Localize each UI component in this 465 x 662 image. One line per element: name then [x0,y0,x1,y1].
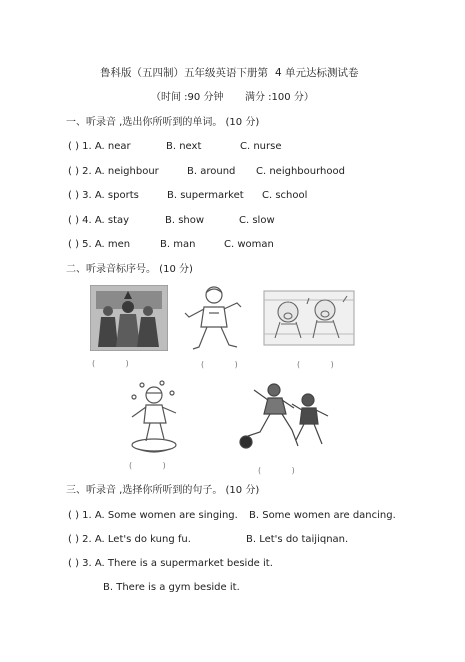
s3-q1-option-b: B. Some women are dancing. [249,510,396,521]
s1-q1-option-c: C. nurse [240,141,282,152]
s1-q5-option-a: ( ) 5. A. men [68,239,131,250]
picture-football-answer: ( ) [258,466,309,475]
s1-q4-option-b: B. show [165,215,205,226]
s3-q3-option-b: B. There is a gym beside it. [103,582,240,593]
s1-q5-option-b: B. man [160,239,196,250]
picture-skating-answer: ( ) [129,461,180,470]
s1-q1-option-a: ( ) 1. A. near [68,141,131,152]
picture-kung-fu [183,283,245,353]
s1-q1-option-b: B. next [166,141,202,152]
s1-q3-option-a: ( ) 3. A. sports [68,190,139,201]
s3-q2-option-b: B. Let's do taijiqnan. [246,534,349,545]
picture-football [238,380,334,458]
s3-q1-option-a: ( ) 1. A. Some women are singing. [68,510,238,521]
s3-q2-option-a: ( ) 2. A. Let's do kung fu. [68,534,191,545]
section3-heading: 三、听录音 ,选择你所听到的句子。 (10 分) [66,485,260,496]
page-title-unit: 4 单元达标测试卷 [275,67,359,79]
picture-pigs [263,290,355,346]
picture-skating [128,379,180,455]
s1-q4-option-c: C. slow [239,215,275,226]
s1-q5-option-c: C. woman [224,239,274,250]
exam-time: （时间 :90 分钟 [151,92,224,103]
picture-opera [90,285,168,351]
picture-kung-fu-answer: ( ) [201,360,252,369]
exam-score: 满分 :100 分） [245,92,314,103]
s1-q2-option-b: B. around [187,166,236,177]
s3-q3-option-a: ( ) 3. A. There is a supermarket beside it. [68,558,273,569]
picture-pigs-answer: ( ) [297,360,348,369]
s1-q2-option-a: ( ) 2. A. neighbour [68,166,159,177]
picture-opera-answer: ( ) [92,359,143,368]
section2-heading: 二、听录音标序号。 (10 分) [66,264,193,275]
s1-q3-option-c: C. school [262,190,308,201]
s1-q2-option-c: C. neighbourhood [256,166,345,177]
page-title: 鲁科版（五四制）五年级英语下册第 [100,67,268,79]
section1-heading: 一、听录音 ,选出你所听到的单词。 (10 分) [66,117,260,128]
s1-q4-option-a: ( ) 4. A. stay [68,215,130,226]
s1-q3-option-b: B. supermarket [167,190,244,201]
